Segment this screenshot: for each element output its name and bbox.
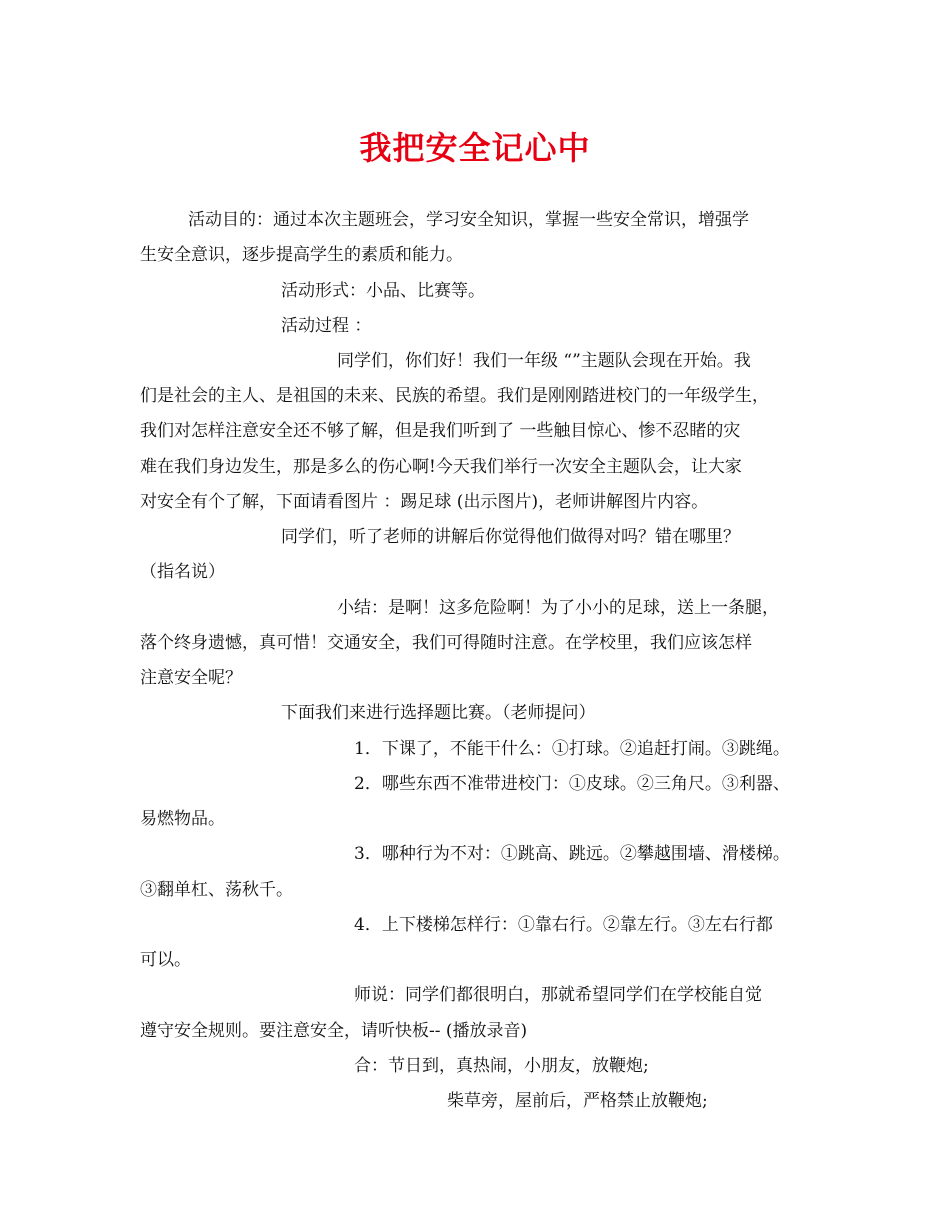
rhyme-line: 合：节日到，真热闹，小朋友，放鞭炮; — [354, 1056, 649, 1076]
paragraph-line: 师说：同学们都很明白，那就希望同学们在学校能自觉 — [354, 985, 762, 1005]
paragraph-line: 活动形式：小品、比赛等。 — [281, 281, 485, 301]
paragraph-line: 可以。 — [140, 950, 191, 970]
paragraph-line: ③翻单杠、荡秋千。 — [140, 880, 293, 900]
quiz-question: 4．上下楼梯怎样行：①靠右行。②靠左行。③左右行都 — [354, 915, 773, 935]
paragraph-line: 注意安全呢？ — [140, 668, 242, 688]
quiz-question: 2．哪些东西不准带进校门：①皮球。②三角尺。③利器、 — [354, 774, 790, 794]
paragraph-line: 遵守安全规则。要注意安全，请听快板-- (播放录音) — [140, 1021, 528, 1041]
paragraph-line: 活动过程 ： — [281, 316, 372, 336]
quiz-question: 1．下课了，不能干什么：①打球。②追赶打闹。③跳绳。 — [354, 739, 790, 759]
paragraph-line: 同学们，听了老师的讲解后你觉得他们做得对吗？错在哪里？ — [281, 527, 740, 547]
paragraph-line: 同学们，你们好！我们一年级 “”主题队会现在开始。我 — [337, 351, 751, 371]
paragraph-line: 易燃物品。 — [140, 809, 225, 829]
paragraph-line: 生安全意识，逐步提高学生的素质和能力。 — [140, 245, 463, 265]
paragraph-line: 对安全有个了解，下面请看图片 ：踢足球 (出示图片)，老师讲解图片内容。 — [140, 492, 709, 512]
paragraph-line: 们是社会的主人、是祖国的未来、民族的希望。我们是刚刚踏进校门的一年级学生， — [140, 386, 769, 406]
paragraph-line: 活动目的：通过本次主题班会，学习安全知识，掌握一些安全常识，增强学 — [188, 210, 749, 230]
paragraph-line: 小结：是啊！这多危险啊！为了小小的足球，送上一条腿， — [337, 598, 779, 618]
paragraph-line: 我们对怎样注意安全还不够了解，但是我们听到了 一些触目惊心、惨不忍睹的灾 — [140, 421, 741, 441]
quiz-question: 3．哪种行为不对：①跳高、跳远。②攀越围墙、滑楼梯。 — [354, 844, 790, 864]
paragraph-line: 落个终身遗憾，真可惜！交通安全，我们可得随时注意。在学校里，我们应该怎样 — [140, 633, 752, 653]
paragraph-line: （指名说） — [140, 562, 225, 582]
paragraph-line: 下面我们来进行选择题比赛。（老师提问） — [281, 703, 596, 723]
document-title: 我把安全记心中 — [359, 129, 591, 167]
paragraph-line: 难在我们身边发生，那是多么的伤心啊!今天我们举行一次安全主题队会，让大家 — [140, 457, 742, 477]
rhyme-line: 柴草旁，屋前后，严格禁止放鞭炮; — [447, 1091, 708, 1111]
